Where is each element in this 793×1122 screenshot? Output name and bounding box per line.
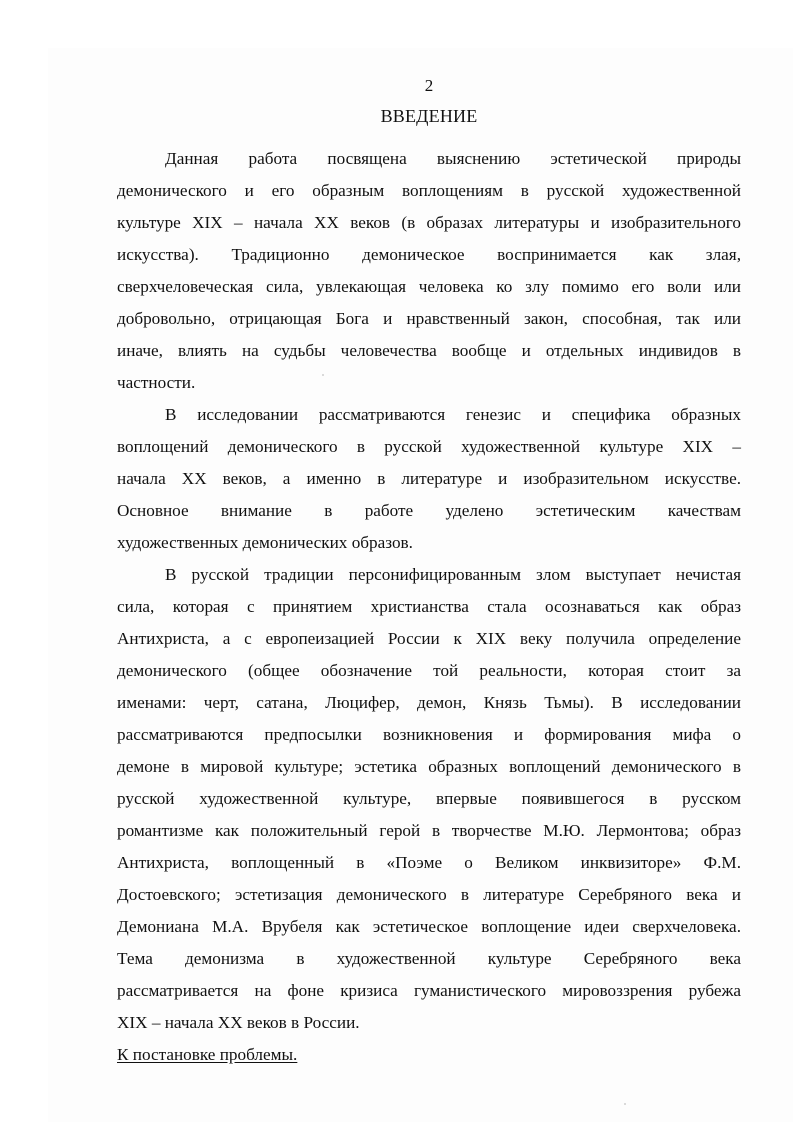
text-line: русской художественной культуре, впервые появившегося в русском <box>117 789 741 808</box>
text-line: Основное внимание в работе уделено эстетическим качествам <box>117 501 741 520</box>
text-line: частности. <box>117 373 196 392</box>
text-line: Достоевского; эстетизация демонического в литературе Серебряного века и <box>117 885 741 904</box>
text-line: XIX – начала XX веков в России. <box>117 1013 360 1032</box>
section-heading: ВВЕДЕНИЕ <box>380 106 478 126</box>
page-number: 2 <box>424 76 434 95</box>
text-line: В исследовании рассматриваются генезис и специфика образных <box>165 405 741 424</box>
text-line: Демониана М.А. Врубеля как эстетическое воплощение идеи сверхчеловека. <box>117 917 741 936</box>
section-subheading-line <box>117 1042 741 1068</box>
scan-speck <box>322 374 324 376</box>
text-line: В русской традиции персонифицированным злом выступает нечистая <box>165 565 741 584</box>
section-subheading-link[interactable]: К постановке проблемы. <box>117 1045 298 1064</box>
text-line: Данная работа посвящена выяснению эстетической природы <box>165 149 741 168</box>
text-line: сила, которая с принятием христианства стала осознаваться как образ <box>117 597 741 616</box>
text-line: демонического и его образным воплощениям в русской художественной <box>117 181 741 200</box>
text-line: демоне в мировой культуре; эстетика образных воплощений демонического в <box>117 757 741 776</box>
text-line: начала XX веков, а именно в литературе и изобразительном искусстве. <box>117 469 741 488</box>
text-line: иначе, влиять на судьбы человечества вообще и отдельных индивидов в <box>117 341 741 360</box>
text-line: добровольно, отрицающая Бога и нравственный закон, способная, так или <box>117 309 741 328</box>
text-line: искусства). Традиционно демоническое воспринимается как злая, <box>117 245 741 264</box>
text-line: романтизме как положительный герой в творчестве М.Ю. Лермонтова; образ <box>117 821 741 840</box>
text-line: рассматривается на фоне кризиса гуманистического мировоззрения рубежа <box>117 981 741 1000</box>
text-line: Тема демонизма в художественной культуре Серебряного века <box>117 949 741 968</box>
text-line: культуре XIX – начала XX веков (в образах литературы и изобразительного <box>117 213 741 232</box>
scan-speck <box>624 1103 626 1105</box>
text-line: Антихриста, а с европеизацией России к XIX веку получила определение <box>117 629 741 648</box>
text-line: демонического (общее обозначение той реальности, которая стоит за <box>117 661 741 680</box>
text-line: сверхчеловеческая сила, увлекающая человека ко злу помимо его воли или <box>117 277 741 296</box>
text-line: художественных демонических образов. <box>117 533 413 552</box>
text-line: рассматриваются предпосылки возникновения и формирования мифа о <box>117 725 741 744</box>
text-line: воплощений демонического в русской художественной культуре XIX – <box>117 437 741 456</box>
text-line: именами: черт, сатана, Люцифер, демон, Князь Тьмы). В исследовании <box>117 693 741 712</box>
text-line: Антихриста, воплощенный в «Поэме о Великом инквизиторе» Ф.М. <box>117 853 741 872</box>
